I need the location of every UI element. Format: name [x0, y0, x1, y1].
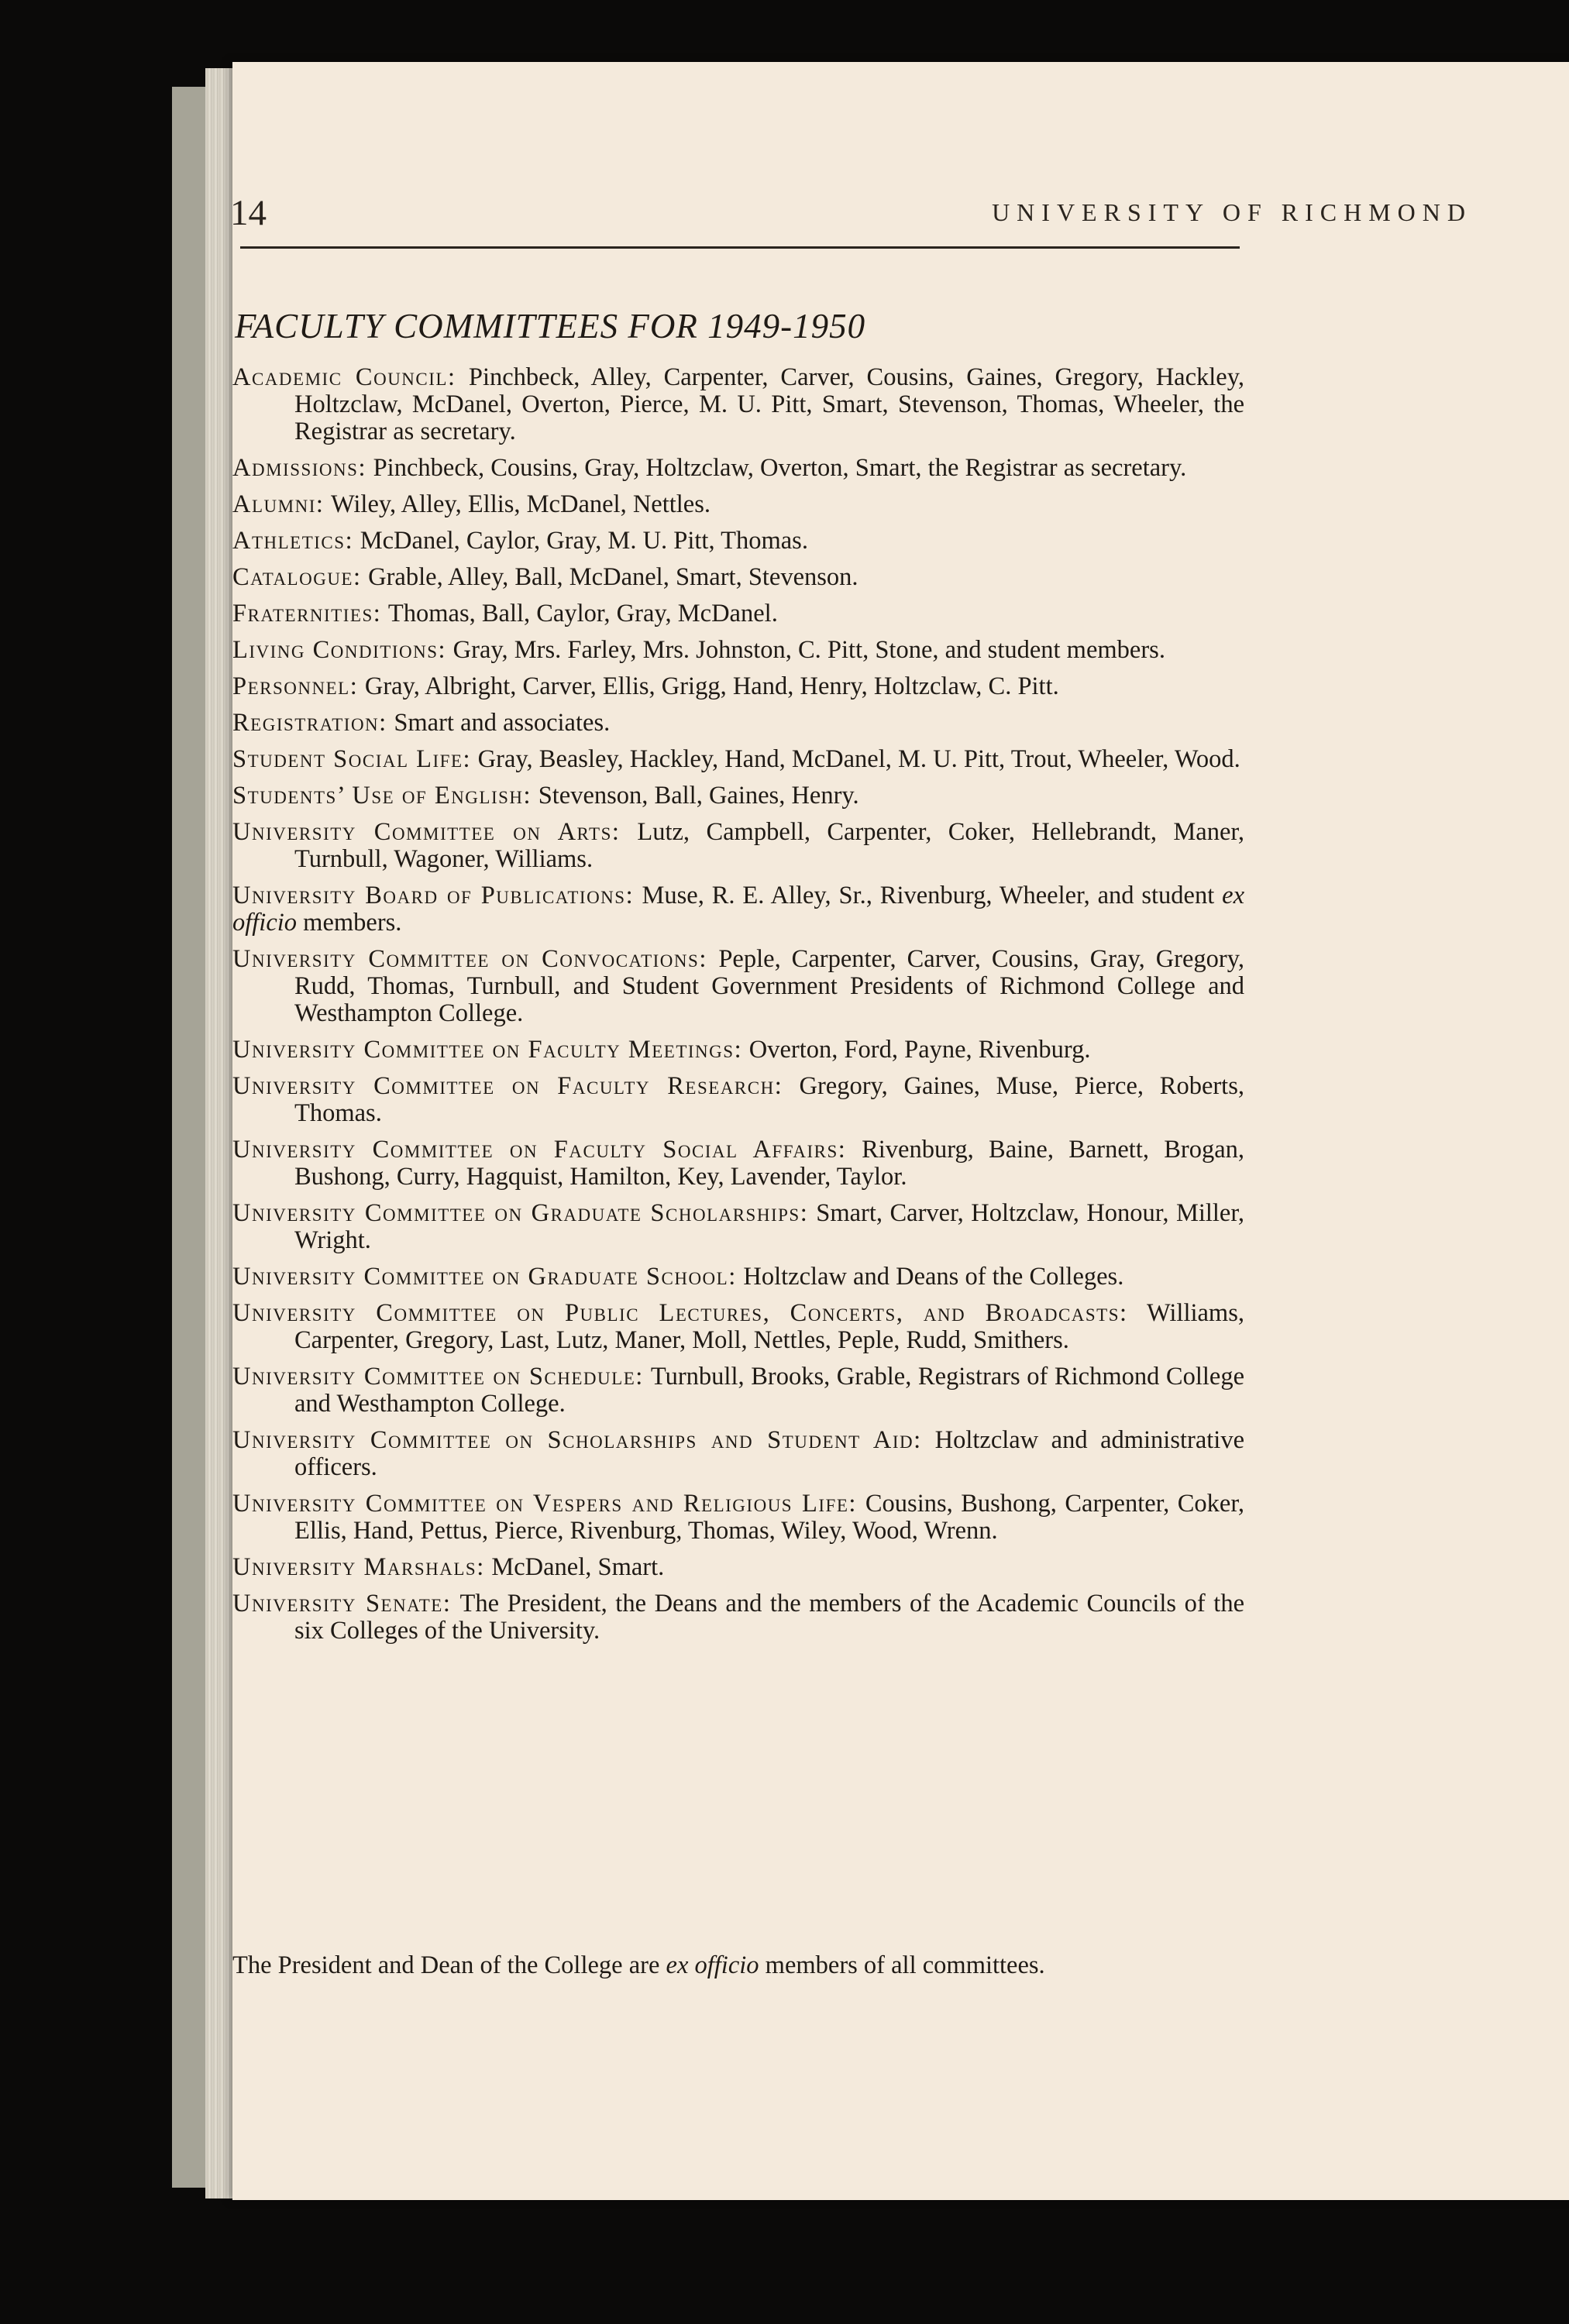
committee-entry: University Committee on Vespers and Religious Life: Cousins, Bushong, Carpenter, Coker, Ellis, Hand, Pettus, Pierce, Rivenburg, Thomas, Wiley, Wood, Wrenn.	[232, 1490, 1244, 1545]
committee-members: Smart, Carver, Holtzclaw, Honour, Miller, Wright.	[294, 1199, 1245, 1254]
committee-members: Gray, Mrs. Farley, Mrs. Johnston, C. Pitt, Stone, and student members.	[452, 636, 1165, 664]
committee-entry: Registration: Smart and associates.	[232, 709, 611, 737]
committee-name: Registration	[232, 709, 380, 737]
committee-members: Turnbull, Brooks, Grable, Registrars of Richmond College and Westhampton College.	[294, 1363, 1245, 1418]
committee-name: University Committee on Public Lectures, Concerts, and Broadcasts	[232, 1299, 1120, 1327]
committee-members: Gray, Albright, Carver, Ellis, Grigg, Hand, Henry, Holtzclaw, C. Pitt.	[364, 672, 1059, 700]
committee-members-italic: ex officio	[232, 882, 1245, 937]
committee-name: Students’ Use of English	[232, 782, 524, 810]
committee-entry: University Committee on Faculty Research: Gregory, Gaines, Muse, Pierce, Roberts, Thomas.	[232, 1072, 1244, 1127]
committee-entry: Admissions: Pinchbeck, Cousins, Gray, Holtzclaw, Overton, Smart, the Registrar as secretary.	[232, 454, 1187, 482]
committee-name: Student Social Life	[232, 745, 463, 773]
committee-members: Holtzclaw and administrative officers.	[294, 1426, 1244, 1481]
committee-members: Muse, R. E. Alley, Sr., Rivenburg, Wheeler, and student	[642, 882, 1215, 909]
committee-entry: Catalogue: Grable, Alley, Ball, McDanel, Smart, Stevenson.	[232, 563, 858, 591]
page-title: FACULTY COMMITTEES FOR 1949-1950	[235, 307, 866, 346]
footer-text-end: members of all committees.	[765, 1951, 1045, 1979]
committee-name: Personnel	[232, 672, 350, 700]
committee-name: University Committee on Graduate School	[232, 1263, 729, 1291]
committee-name: University Committee on Faculty Meetings	[232, 1036, 735, 1064]
footer-text: The President and Dean of the College are	[232, 1951, 660, 1979]
committee-entry: University Committee on Public Lectures, Concerts, and Broadcasts: Williams, Carpenter, Gregory, Last, Lutz, Maner, Moll, Nettles, Peple, Rudd, Smithers.	[232, 1299, 1244, 1354]
committee-name: Living Conditions	[232, 636, 439, 664]
committee-name: University Committee on Vespers and Religious Life	[232, 1490, 849, 1518]
committee-members: Overton, Ford, Payne, Rivenburg.	[748, 1036, 1091, 1064]
committee-members: Gray, Beasley, Hackley, Hand, McDanel, M. U. Pitt, Trout, Wheeler, Wood.	[477, 745, 1240, 773]
committee-entry: University Marshals: McDanel, Smart.	[232, 1553, 665, 1581]
footer-italic: ex officio	[666, 1951, 759, 1979]
page-number: 14	[230, 193, 267, 233]
committee-members: Cousins, Bushong, Carpenter, Coker, Ellis, Hand, Pettus, Pierce, Rivenburg, Thomas, Wiley, Wood, Wrenn.	[294, 1490, 1244, 1545]
committee-name: Admissions	[232, 454, 359, 482]
committee-entry: Student Social Life: Gray, Beasley, Hackley, Hand, McDanel, M. U. Pitt, Trout, Wheeler, Wood.	[232, 745, 1240, 773]
committee-name: University Senate	[232, 1590, 443, 1618]
committee-name: University Committee on Convocations	[232, 945, 700, 973]
running-title: UNIVERSITY OF RICHMOND	[992, 198, 1472, 226]
committee-members: Peple, Carpenter, Carver, Cousins, Gray, Gregory, Rudd, Thomas, Turnbull, and Student Government Presidents of Richmond College and Westhampton College.	[294, 945, 1244, 1027]
committee-entry: University Committee on Arts: Lutz, Campbell, Carpenter, Coker, Hellebrandt, Maner, Turnbull, Wagoner, Williams.	[232, 818, 1245, 873]
committee-name: University Marshals	[232, 1553, 477, 1581]
committee-members: Lutz, Campbell, Carpenter, Coker, Hellebrandt, Maner, Turnbull, Wagoner, Williams.	[294, 818, 1245, 873]
committee-members: Grable, Alley, Ball, McDanel, Smart, Stevenson.	[368, 563, 858, 591]
committee-members: Holtzclaw and Deans of the Colleges.	[743, 1263, 1124, 1291]
committee-members: Rivenburg, Baine, Barnett, Brogan, Bushong, Curry, Hagquist, Hamilton, Key, Lavender, Taylor.	[294, 1136, 1245, 1191]
committee-entry: Fraternities: Thomas, Ball, Caylor, Gray, McDanel.	[232, 600, 778, 627]
committee-entry: Living Conditions: Gray, Mrs. Farley, Mrs. Johnston, C. Pitt, Stone, and student members.	[232, 636, 1165, 664]
committee-members: McDanel, Caylor, Gray, M. U. Pitt, Thomas.	[360, 527, 808, 555]
committee-list	[232, 364, 1244, 1654]
committee-entry: Alumni: Wiley, Alley, Ellis, McDanel, Nettles.	[232, 490, 711, 518]
committee-entry: University Committee on Schedule: Turnbull, Brooks, Grable, Registrars of Richmond College and Westhampton College.	[232, 1363, 1245, 1418]
committee-name: University Committee on Graduate Scholarships	[232, 1199, 800, 1227]
committee-members: Pinchbeck, Alley, Carpenter, Carver, Cousins, Gaines, Gregory, Hackley, Holtzclaw, McDanel, Overton, Pierce, M. U. Pitt, Smart, Stevenson, Thomas, Wheeler, the Registrar as secretary.	[294, 363, 1245, 445]
committee-members: Thomas, Ball, Caylor, Gray, McDanel.	[387, 600, 778, 627]
committee-entry: Students’ Use of English: Stevenson, Ball, Gaines, Henry.	[232, 782, 859, 810]
committee-entry: Personnel: Gray, Albright, Carver, Ellis, Grigg, Hand, Henry, Holtzclaw, C. Pitt.	[232, 672, 1059, 700]
committee-entry: University Committee on Convocations: Peple, Carpenter, Carver, Cousins, Gray, Gregory, Rudd, Thomas, Turnbull, and Student Government Presidents of Richmond College and Westhampton College.	[232, 945, 1244, 1027]
committee-entry: University Committee on Faculty Social Affairs: Rivenburg, Baine, Barnett, Brogan, Bushong, Curry, Hagquist, Hamilton, Key, Lavender, Taylor.	[232, 1136, 1245, 1191]
committee-name: Athletics	[232, 527, 346, 555]
committee-members: Smart and associates.	[394, 709, 611, 737]
committee-name: University Committee on Schedule	[232, 1363, 636, 1391]
header-rule	[240, 246, 1240, 249]
committee-members: McDanel, Smart.	[491, 1553, 665, 1581]
committee-members: Wiley, Alley, Ellis, McDanel, Nettles.	[331, 490, 711, 518]
committee-members-end: members.	[303, 909, 402, 937]
committee-members: Williams, Carpenter, Gregory, Last, Lutz, Maner, Moll, Nettles, Peple, Rudd, Smithers.	[294, 1299, 1244, 1354]
committee-members: Stevenson, Ball, Gaines, Henry.	[538, 782, 859, 810]
committee-entry: University Committee on Graduate School: Holtzclaw and Deans of the Colleges.	[232, 1263, 1124, 1291]
committee-members: The President, the Deans and the members of the Academic Councils of the six Colleges of the University.	[294, 1590, 1245, 1645]
committee-name: Alumni	[232, 490, 316, 518]
committee-name: University Committee on Faculty Research	[232, 1072, 775, 1100]
committee-name: Fraternities	[232, 600, 373, 627]
committee-name: University Committee on Arts	[232, 818, 612, 846]
committee-entry: University Committee on Faculty Meetings: Overton, Ford, Payne, Rivenburg.	[232, 1036, 1091, 1064]
committee-name: Academic Council	[232, 363, 448, 391]
committee-entry: University Board of Publications: Muse, R. E. Alley, Sr., Rivenburg, Wheeler, and student ex officio members.	[232, 882, 1245, 937]
committee-name: Catalogue	[232, 563, 353, 591]
committee-entry: Academic Council: Pinchbeck, Alley, Carpenter, Carver, Cousins, Gaines, Gregory, Hackley, Holtzclaw, McDanel, Overton, Pierce, M. U. Pitt, Smart, Stevenson, Thomas, Wheeler, the Registrar as secretary.	[232, 363, 1245, 445]
footer-note	[232, 1952, 1247, 1979]
committee-name: University Committee on Faculty Social Affairs	[232, 1136, 838, 1164]
committee-members: Gregory, Gaines, Muse, Pierce, Roberts, Thomas.	[294, 1072, 1244, 1127]
committee-entry: University Committee on Graduate Scholarships: Smart, Carver, Holtzclaw, Honour, Miller, Wright.	[232, 1199, 1245, 1254]
committee-entry: Athletics: McDanel, Caylor, Gray, M. U. Pitt, Thomas.	[232, 527, 808, 555]
committee-entry: University Senate: The President, the Deans and the members of the Academic Councils of the six Colleges of the University.	[232, 1590, 1245, 1645]
committee-name: University Board of Publications	[232, 882, 626, 909]
committee-members: Pinchbeck, Cousins, Gray, Holtzclaw, Overton, Smart, the Registrar as secretary.	[373, 454, 1187, 482]
committee-entry: University Committee on Scholarships and Student Aid: Holtzclaw and administrative officers.	[232, 1426, 1244, 1481]
committee-name: University Committee on Scholarships and Student Aid	[232, 1426, 914, 1454]
